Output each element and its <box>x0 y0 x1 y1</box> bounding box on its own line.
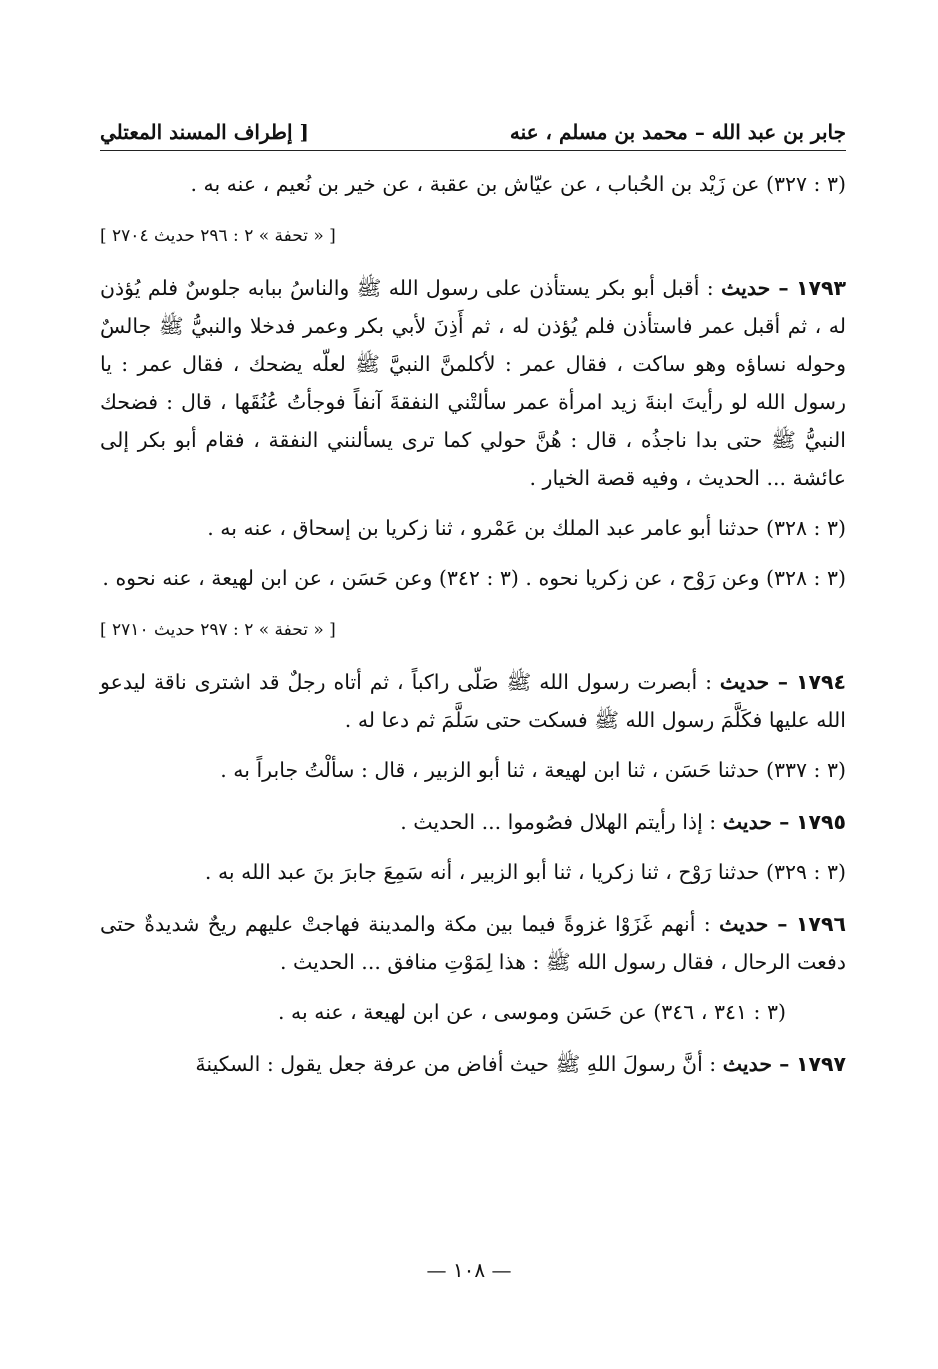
hadith-text: : أبصرت رسول الله ﷺ صَلّى راكباً ، ثم أتاه رجلٌ قد اشترى ناقة ليدعو الله عليها فكَلَّمَ رسول الله ﷺ فسكت حتى سَلَّمَ ثم دعا له . <box>100 670 846 732</box>
hadith-number: ١٧٩٧ <box>795 1052 846 1076</box>
hadith-number: ١٧٩٥ <box>795 810 846 834</box>
page-body <box>100 165 846 1083</box>
hadith-text: : أنهم غَزَوْا غزوةً فيما بين مكة والمدينة فهاجتْ عليهم ريحٌ شديدةٌ حتى دفعت الرحال ، فقال رسول الله ﷺ : هذا لِمَوْتِ منافق ... الحديث . <box>100 912 846 974</box>
hadith-keyword: – حديث <box>719 912 788 936</box>
hadith-1794 <box>100 663 846 739</box>
tuhfa-reference: [ « تحفة » ٢ : ٢٩٦ حديث ٢٧٠٤ ] <box>100 226 336 246</box>
source-citation: (٣ : ٣٤١ ، ٣٤٦) عن حَسَن وموسى ، عن ابن لهيعة ، عنه به . <box>278 1000 786 1024</box>
hadith-text: : إذا رأيتم الهلال فصُوموا ... الحديث . <box>400 810 717 834</box>
hadith-number: ١٧٩٣ <box>795 276 846 300</box>
hadith-number: ١٧٩٦ <box>795 912 846 936</box>
running-header <box>100 108 846 151</box>
source-citation: (٣ : ٣٣٧) حدثنا حَسَن ، ثنا ابن لهيعة ، ثنا أبو الزبير ، قال : سألْتُ جابراً به . <box>220 758 846 782</box>
hadith-text: : أنَّ رسولَ اللهِ ﷺ حيث أفاض من عرفة جعل يقول : السكينةَ <box>195 1052 717 1076</box>
header-chapter-title: جابر بن عبد الله – محمد بن مسلم ، عنه <box>509 120 846 144</box>
tuhfa-reference: [ « تحفة » ٢ : ٢٩٧ حديث ٢٧١٠ ] <box>100 620 336 640</box>
hadith-text: : أقبل أبو بكر يستأذن على رسول الله ﷺ والناسُ ببابه جلوسٌ فلم يُؤذن له ، ثم أقبل عمر فاستأذن فلم يُؤذن له ، ثم أَذِنَ لأبي بكر وعمر فدخلا والنبيُّ ﷺ جالسٌ وحوله نساؤه وهو ساكت ، فقال عمر : لأكلمنَّ النبيَّ ﷺ لعلّه يضحك ، فقال عمر : يا رسول الله لو رأيتَ ابنةَ زيد امرأة عمر سألتْني النفقةَ آنفاً فوجأتُ عُنُقَها ، قال : فضحك النبيُّ ﷺ حتى بدا ناجذُه ، قال : هُنَّ حولي كما ترى يسألنني النفقة ، فقام أبو بكر إلى عائشة ... الحديث ، وفيه قصة الخيار . <box>100 276 846 490</box>
source-citation: (٣ : ٣٢٨) حدثنا أبو عامر عبد الملك بن عَمْرو ، ثنا زكريا بن إسحاق ، عنه به . <box>207 516 846 540</box>
hadith-keyword: – حديث <box>722 1052 790 1076</box>
hadith-1795 <box>100 803 846 841</box>
source-citation: (٣ : ٣٢٧) عن زَيْد بن الحُباب ، عن عيّاش بن عقبة ، عن خير بن نُعيم ، عنه به . <box>190 172 846 196</box>
source-citation: (٣ : ٣٢٩) حدثنا رَوْح ، ثنا زكريا ، ثنا أبو الزبير ، أنه سَمِعَ جابرَ بنَ عبد الله به . <box>204 860 846 884</box>
hadith-1793 <box>100 269 846 497</box>
hadith-number: ١٧٩٤ <box>795 670 846 694</box>
source-citation: (٣ : ٣٢٨) وعن رَوْح ، عن زكريا نحوه . (٣ : ٣٤٢) وعن حَسَن ، عن ابن لهيعة ، عنه نحوه . <box>102 566 846 590</box>
header-book-title: [ إطراف المسند المعتلي <box>100 120 309 144</box>
hadith-1796 <box>100 905 846 981</box>
hadith-1797 <box>100 1045 846 1083</box>
hadith-keyword: – حديث <box>721 276 789 300</box>
page-number: — ١٠٨ — <box>426 1258 512 1282</box>
hadith-keyword: – حديث <box>722 810 790 834</box>
hadith-keyword: – حديث <box>719 670 788 694</box>
